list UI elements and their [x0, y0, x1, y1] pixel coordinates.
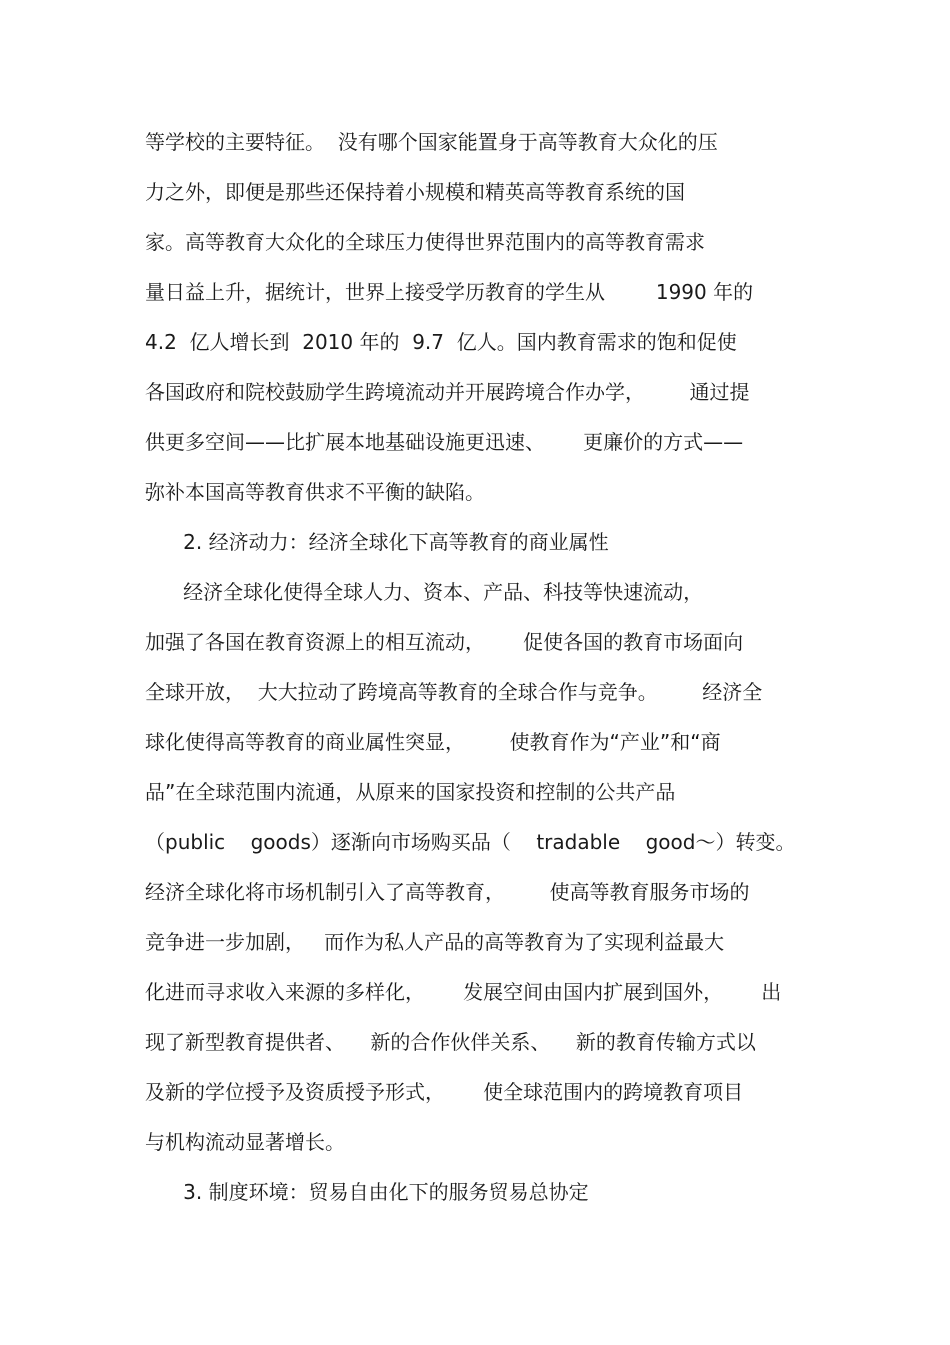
- text-line: 经济全球化使得全球人力、资本、产品、科技等快速流动，: [145, 580, 704, 604]
- text-line: 品”在全球范围内流通，从原来的国家投资和控制的公共产品: [145, 780, 676, 804]
- section-heading: 3. 制度环境：贸易自由化下的服务贸易总协定: [145, 1180, 589, 1204]
- text-line: 现了新型教育提供者、 新的合作伙伴关系、 新的教育传输方式以: [145, 1030, 756, 1054]
- text-line: 各国政府和院校鼓励学生跨境流动并开展跨境合作办学， 通过提: [145, 380, 750, 404]
- section-heading: 2. 经济动力：经济全球化下高等教育的商业属性: [145, 530, 609, 554]
- text-line: 量日益上升，据统计，世界上接受学历教育的学生从 1990 年的: [145, 280, 754, 304]
- text-line: 加强了各国在教育资源上的相互流动， 促使各国的教育市场面向: [145, 630, 744, 654]
- text-line: 竞争进一步加剧， 而作为私人产品的高等教育为了实现利益最大: [145, 930, 725, 954]
- text-line: 全球开放， 大大拉动了跨境高等教育的全球合作与竞争。 经济全: [145, 680, 763, 704]
- text-line: 家。高等教育大众化的全球压力使得世界范围内的高等教育需求: [145, 230, 705, 254]
- text-line: 球化使得高等教育的商业属性突显， 使教育作为“产业”和“商: [145, 730, 721, 754]
- text-line: 与机构流动显著增长。: [145, 1130, 345, 1154]
- text-line: 经济全球化将市场机制引入了高等教育， 使高等教育服务市场的: [145, 880, 750, 904]
- text-line: 弥补本国高等教育供求不平衡的缺陷。: [145, 480, 485, 504]
- text-line: 4.2 亿人增长到 2010 年的 9.7 亿人。国内教育需求的饱和促使: [145, 330, 737, 354]
- text-line: 及新的学位授予及资质授予形式， 使全球范围内的跨境教育项目: [145, 1080, 744, 1104]
- text-line: 等学校的主要特征。 没有哪个国家能置身于高等教育大众化的压: [145, 130, 718, 154]
- text-line: （public goods）逐渐向市场购买品（ tradable good～）转变。: [145, 830, 796, 854]
- text-line: 供更多空间——比扩展本地基础设施更迅速、 更廉价的方式——: [145, 430, 744, 454]
- text-line: 力之外，即便是那些还保持着小规模和精英高等教育系统的国: [145, 180, 685, 204]
- text-line: 化进而寻求收入来源的多样化， 发展空间由国内扩展到国外， 出: [145, 980, 782, 1004]
